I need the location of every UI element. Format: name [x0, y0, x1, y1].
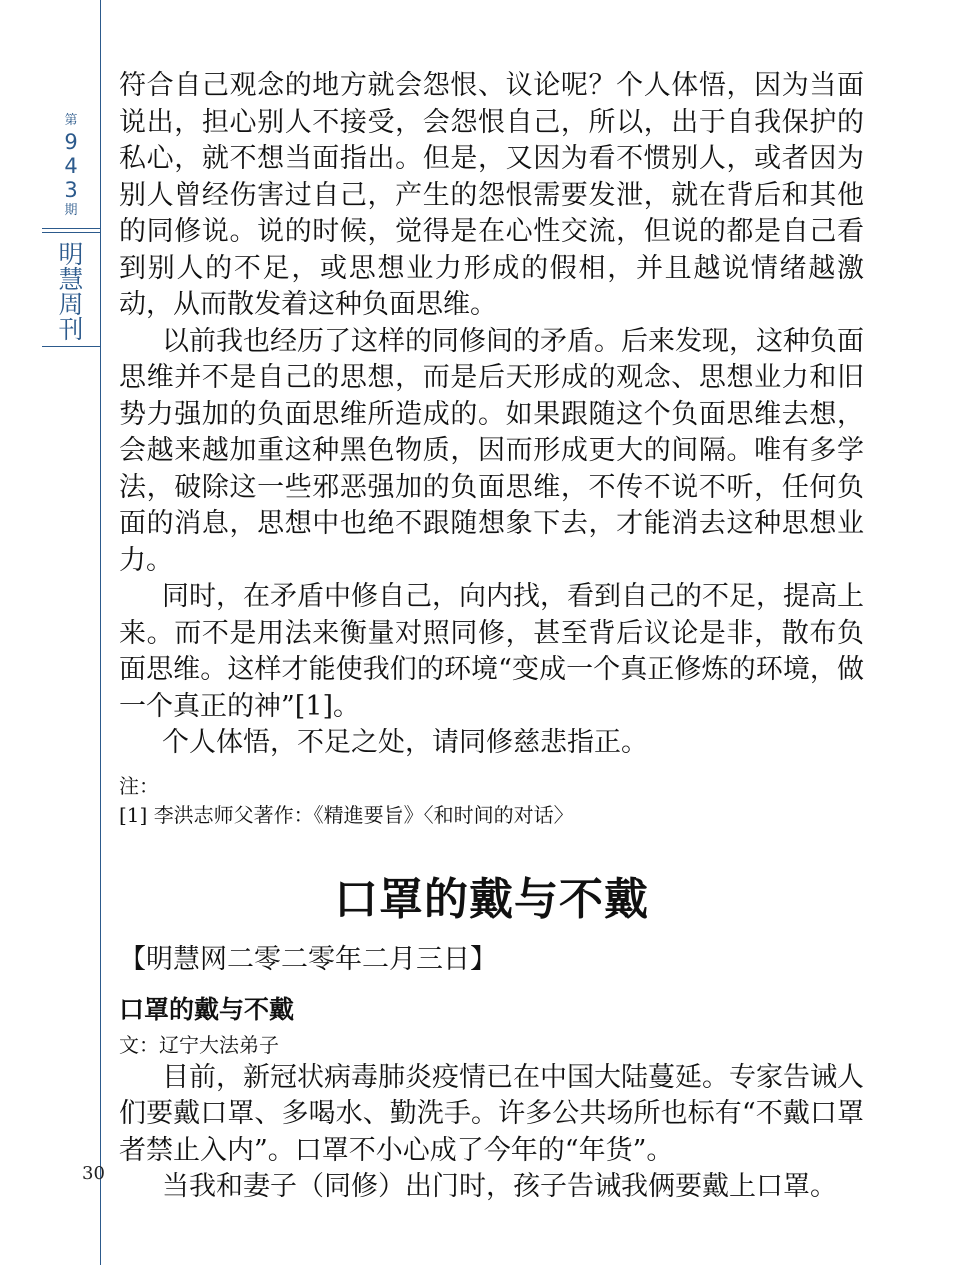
paragraph: 当我和妻子（同修）出门时，孩子告诫我俩要戴上口罩。: [162, 1171, 837, 1202]
journal-char: 慧: [58, 265, 84, 294]
journal-char: 刊: [58, 315, 84, 344]
article-title: 口罩的戴与不戴: [334, 873, 649, 925]
sidebar-divider: [42, 232, 100, 233]
margin-rule: [100, 0, 101, 1265]
paragraph: 符合自己观念的地方就会怨恨、议论呢？个人体悟，因为当面说出，担心别人不接受，会怨恨自己，所以，出于自我保护的私心，就不想当面指出。但是，又因为看不惯别人，或者因为别人曾经伤害过自己，产生的怨恨需要发泄，就在背后和其他的同修说。说的时候，觉得是在心性交流，但说的都是自己看到别人的不足，或思想业力形成的假相，并且越说情绪越激动，从而散发着这种负面思维。: [119, 70, 864, 320]
paragraph: 个人体悟，不足之处，请同修慈悲指正。: [162, 727, 648, 758]
issue-suffix: 期: [64, 203, 78, 218]
footnotes: [119, 772, 864, 830]
sidebar-divider: [42, 346, 100, 347]
article-subtitle: 口罩的戴与不戴: [119, 994, 295, 1024]
page-content: [119, 68, 864, 1206]
journal-char: 周: [58, 290, 84, 319]
paragraph: 同时，在矛盾中修自己，向内找，看到自己的不足，提高上来。而不是用法来衡量对照同修，甚至背后议论是非，散布负面思维。这样才能使我们的环境“变成一个真正修炼的环境，做一个真正的神”[1]。: [119, 581, 864, 722]
sidebar-divider: [42, 228, 100, 229]
journal-name: [42, 242, 100, 342]
page-number: 30: [82, 1163, 105, 1184]
journal-char: 明: [58, 240, 84, 269]
article-mask: [119, 870, 864, 1206]
issue-number: [42, 112, 100, 220]
note-label: 注：: [119, 773, 159, 798]
issue-digit: 9: [64, 130, 78, 154]
dateline: 【明慧网二零二零年二月三日】: [119, 943, 497, 975]
issue-digit: 3: [64, 178, 78, 202]
issue-digit: 4: [64, 154, 78, 178]
article-continued: [119, 68, 864, 830]
issue-prefix: 第: [64, 113, 78, 128]
note-text: [1] 李洪志师父著作：《精進要旨》〈和时间的对话〉: [119, 802, 574, 827]
paragraph: 以前我也经历了这样的同修间的矛盾。后来发现，这种负面思维并不是自己的思想，而是后天形成的观念、思想业力和旧势力强加的负面思维所造成的。如果跟随这个负面思维去想，会越来越加重这种黑色物质，因而形成更大的间隔。唯有多学法，破除这一些邪恶强加的负面思维，不传不说不听，任何负面的消息，思想中也绝不跟随想象下去，才能消去这种思想业力。: [119, 325, 864, 576]
author-line: 文：辽宁大法弟子: [119, 1032, 279, 1057]
paragraph: 目前，新冠状病毒肺炎疫情已在中国大陆蔓延。专家告诫人们要戴口罩、多喝水、勤洗手。许多公共场所也标有“不戴口罩者禁止入内”。口罩不小心成了今年的“年货”。: [119, 1061, 864, 1166]
